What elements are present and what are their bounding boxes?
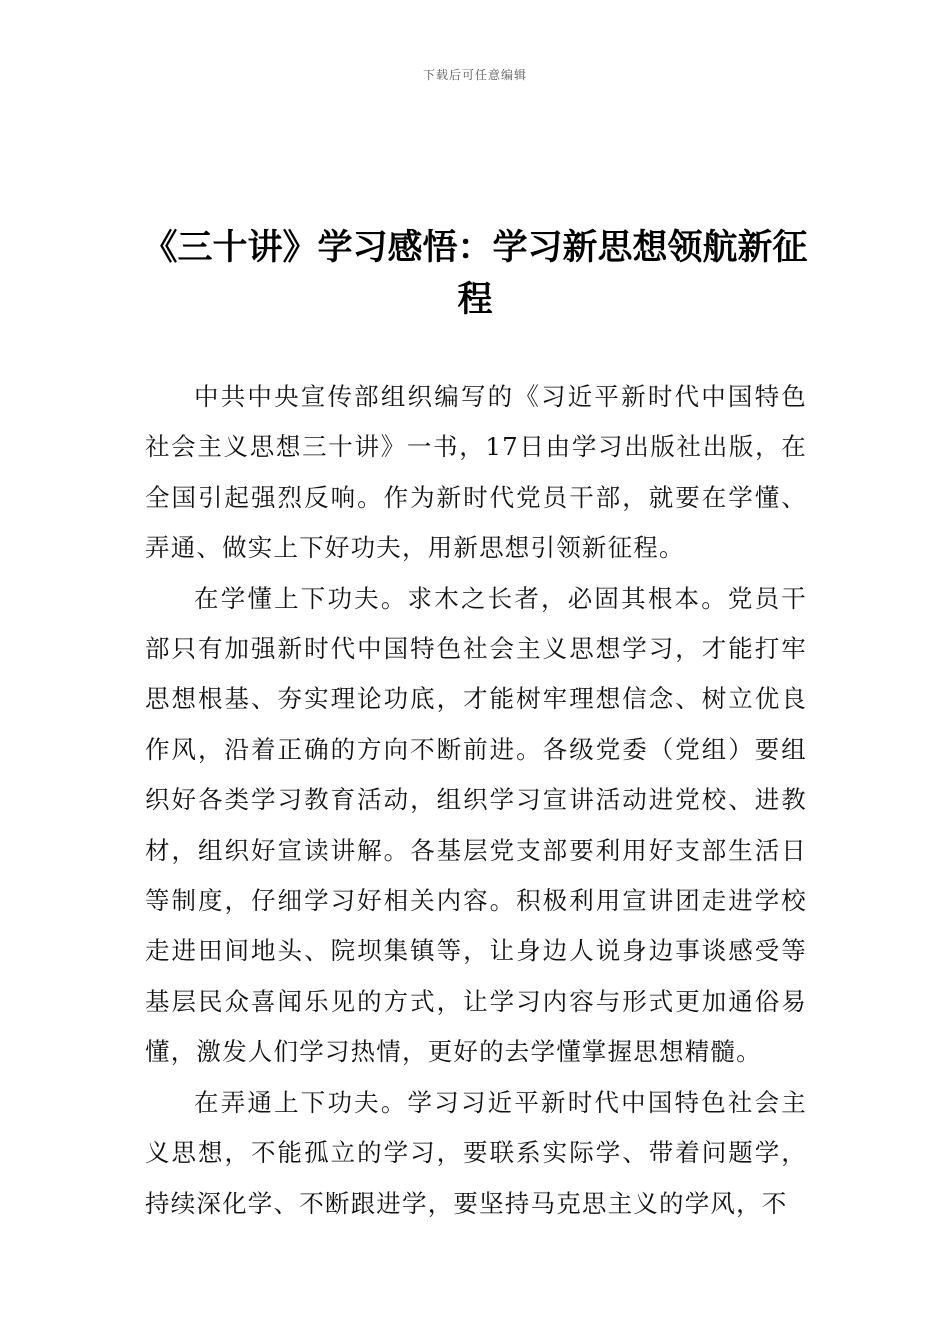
document-title: 《三十讲》学习感悟：学习新思想领航新征程 — [142, 228, 808, 320]
header-note: 下载后可任意编辑 — [422, 68, 527, 82]
paragraph: 在弄通上下功夫。学习习近平新时代中国特色社会主义思想，不能孤立的学习，要联系实际学、带着问题学，持续深化学、不断跟进学，要坚持马克思主义的学风，不 — [145, 1087, 807, 1218]
document-body — [145, 372, 807, 1229]
paragraph: 在学懂上下功夫。求木之长者，必固其根本。党员干部只有加强新时代中国特色社会主义思想学习，才能打牢思想根基、夯实理论功底，才能树牢理想信念、树立优良作风，沿着正确的方向不断前进。各级党委（党组）要组织好各类学习教育活动，组织学习宣讲活动进党校、进教材，组织好宣读讲解。各基层党支部要利用好支部生活日等制度，仔细学习好相关内容。积极利用宣讲团走进学校走进田间地头、院坝集镇等，让身边人说身边事谈感受等基层民众喜闻乐见的方式，让学习内容与形式更加通俗易懂，激发人们学习热情，更好的去学懂掌握思想精髓。 — [145, 583, 807, 1067]
paragraph: 中共中央宣传部组织编写的《习近平新时代中国特色社会主义思想三十讲》一书，17日由学习出版社出版，在全国引起强烈反响。作为新时代党员干部，就要在学懂、弄通、做实上下好功夫，用新思想引领新征程。 — [145, 382, 807, 563]
